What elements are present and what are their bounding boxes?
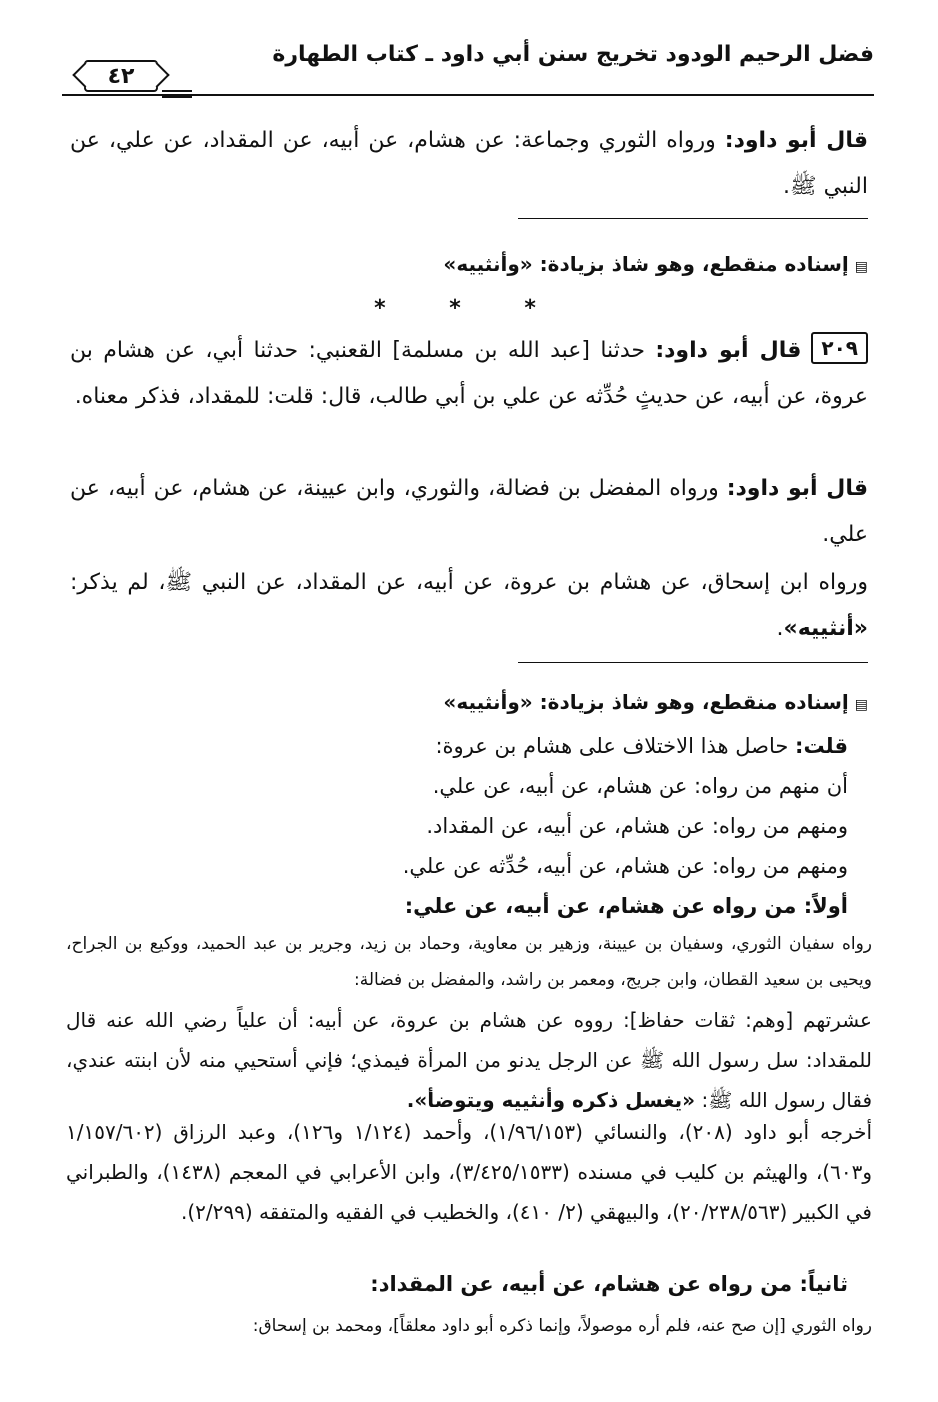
hadith-number: ٢٠٩ bbox=[811, 332, 868, 364]
section-divider bbox=[518, 218, 868, 219]
grading-verdict: ▤إسناده منقطع، وهو شاذ بزيادة: «وأنثييه» bbox=[443, 252, 868, 276]
book-icon: ▤ bbox=[854, 259, 868, 275]
speaker-label: قال أبو داود: bbox=[655, 338, 802, 363]
paragraph-text: حدثنا [عبد الله بن مسلمة] القعنبي: حدثنا أبي، عن هشام بن عروة، عن أبيه، عن حديثٍ حُدِّثه عن علي بن أبي طالب، قال: قلت: للمقداد، فذكر معناه. bbox=[70, 338, 868, 409]
subheading-second-wrap bbox=[68, 1264, 848, 1304]
section-stars: * * * bbox=[374, 296, 564, 321]
page-number-ornament bbox=[62, 60, 192, 90]
header-rule bbox=[62, 94, 874, 96]
running-title: فضل الرحيم الودود تخريج سنن أبي داود ـ كتاب الطهارة bbox=[272, 42, 874, 67]
book-icon: ▤ bbox=[854, 697, 868, 713]
narrators-list: رواه سفيان الثوري، وسفيان بن عيينة، وزهير بن معاوية، وحماد بن زيد، وجرير بن عبد الحميد، ووكيع بن الجراح، ويحيى بن سعيد القطان، وابن جريج، ومعمر بن راشد، والمفضل بن فضالة: bbox=[66, 934, 872, 990]
paragraph-abu-dawud-2 bbox=[70, 466, 868, 558]
paragraph-abu-dawud-1 bbox=[70, 118, 868, 210]
page-number: ٤٢ bbox=[84, 60, 158, 92]
subheading-second: ثانياً: من رواه عن هشام، عن أبيه، عن المقداد: bbox=[370, 1272, 848, 1296]
hadith-paragraph bbox=[70, 328, 868, 420]
narration-text: عشرتهم [وهم: ثقات حفاظ]: رووه عن هشام بن عروة، عن أبيه: أن علياً رضي الله عنه قال للمقداد: سل رسول الله ﷺ عن الرجل يدنو من المرأة فيمذي؛ فإني أستحيي منه لأن ابنته عندي، فقال رسول الله ﷺ: «يغسل ذكره وأنثييه ويتوضأ». bbox=[66, 1008, 872, 1112]
speaker-label: قال أبو داود: bbox=[724, 128, 868, 153]
page-header bbox=[62, 38, 874, 98]
takhrij-references: أخرجه أبو داود (٢٠٨)، والنسائي (١/٩٦/١٥٣)، وأحمد (١/١٢٤ و١٢٦)، وعبد الرزاق (١/١٥٧/٦٠٢ و٦٠٣)، والهيثم بن كليب في مسنده (٣/٤٢٥/١٥٣٣)، وابن الأعرابي في المعجم (١٤٣٨)، والطبراني في الكبير (٢٠/٢٣٨/٥٦٣)، والبيهقي (٢/ ٤١٠)، والخطيب في الفقيه والمتفقه (٢/٢٩٩). bbox=[66, 1120, 872, 1224]
second-narrators: رواه الثوري [إن صح عنه، فلم أره موصولاً، وإنما ذكره أبو داود معلقاً]، ومحمد بن إسحاق: bbox=[252, 1316, 872, 1336]
list-item: ومنهم من رواه: عن هشام، عن أبيه، حُدِّثه عن علي. bbox=[402, 854, 848, 878]
section-divider bbox=[518, 662, 868, 663]
qult-label: قلت: bbox=[795, 734, 848, 758]
list-item: ومنهم من رواه: عن هشام، عن أبيه، عن المقداد. bbox=[426, 814, 848, 838]
ornament-lines bbox=[162, 90, 192, 102]
subheading-first: أولاً: من رواه عن هشام، عن أبيه، عن علي: bbox=[404, 894, 848, 918]
list-item: أن منهم من رواه: عن هشام، عن أبيه، عن علي. bbox=[432, 774, 848, 798]
commentary-intro: قلت: حاصل هذا الاختلاف على هشام بن عروة: أن منهم من رواه: عن هشام، عن أبيه، عن علي. ومنهم من رواه: عن هشام، عن أبيه، عن المقداد. ومنهم من رواه: عن هشام، عن أبيه، حُدِّثه عن علي. أولاً: من رواه عن هشام، عن أبيه، عن علي: bbox=[68, 726, 848, 926]
paragraph-ibn-ishaq: ورواه ابن إسحاق، عن هشام بن عروة، عن أبيه، عن المقداد، عن النبي ﷺ، لم يذكر: «أنثييه». bbox=[70, 570, 868, 641]
speaker-label: قال أبو داود: bbox=[726, 476, 869, 501]
paragraph-text: ورواه الثوري وجماعة: عن هشام، عن أبيه، عن المقداد، عن علي، عن النبي ﷺ. bbox=[70, 128, 868, 199]
grading-verdict: ▤إسناده منقطع، وهو شاذ بزيادة: «وأنثييه» bbox=[443, 690, 868, 714]
paragraph-text: ورواه المفضل بن فضالة، والثوري، وابن عيينة، عن هشام، عن أبيه، عن علي. bbox=[70, 476, 868, 547]
